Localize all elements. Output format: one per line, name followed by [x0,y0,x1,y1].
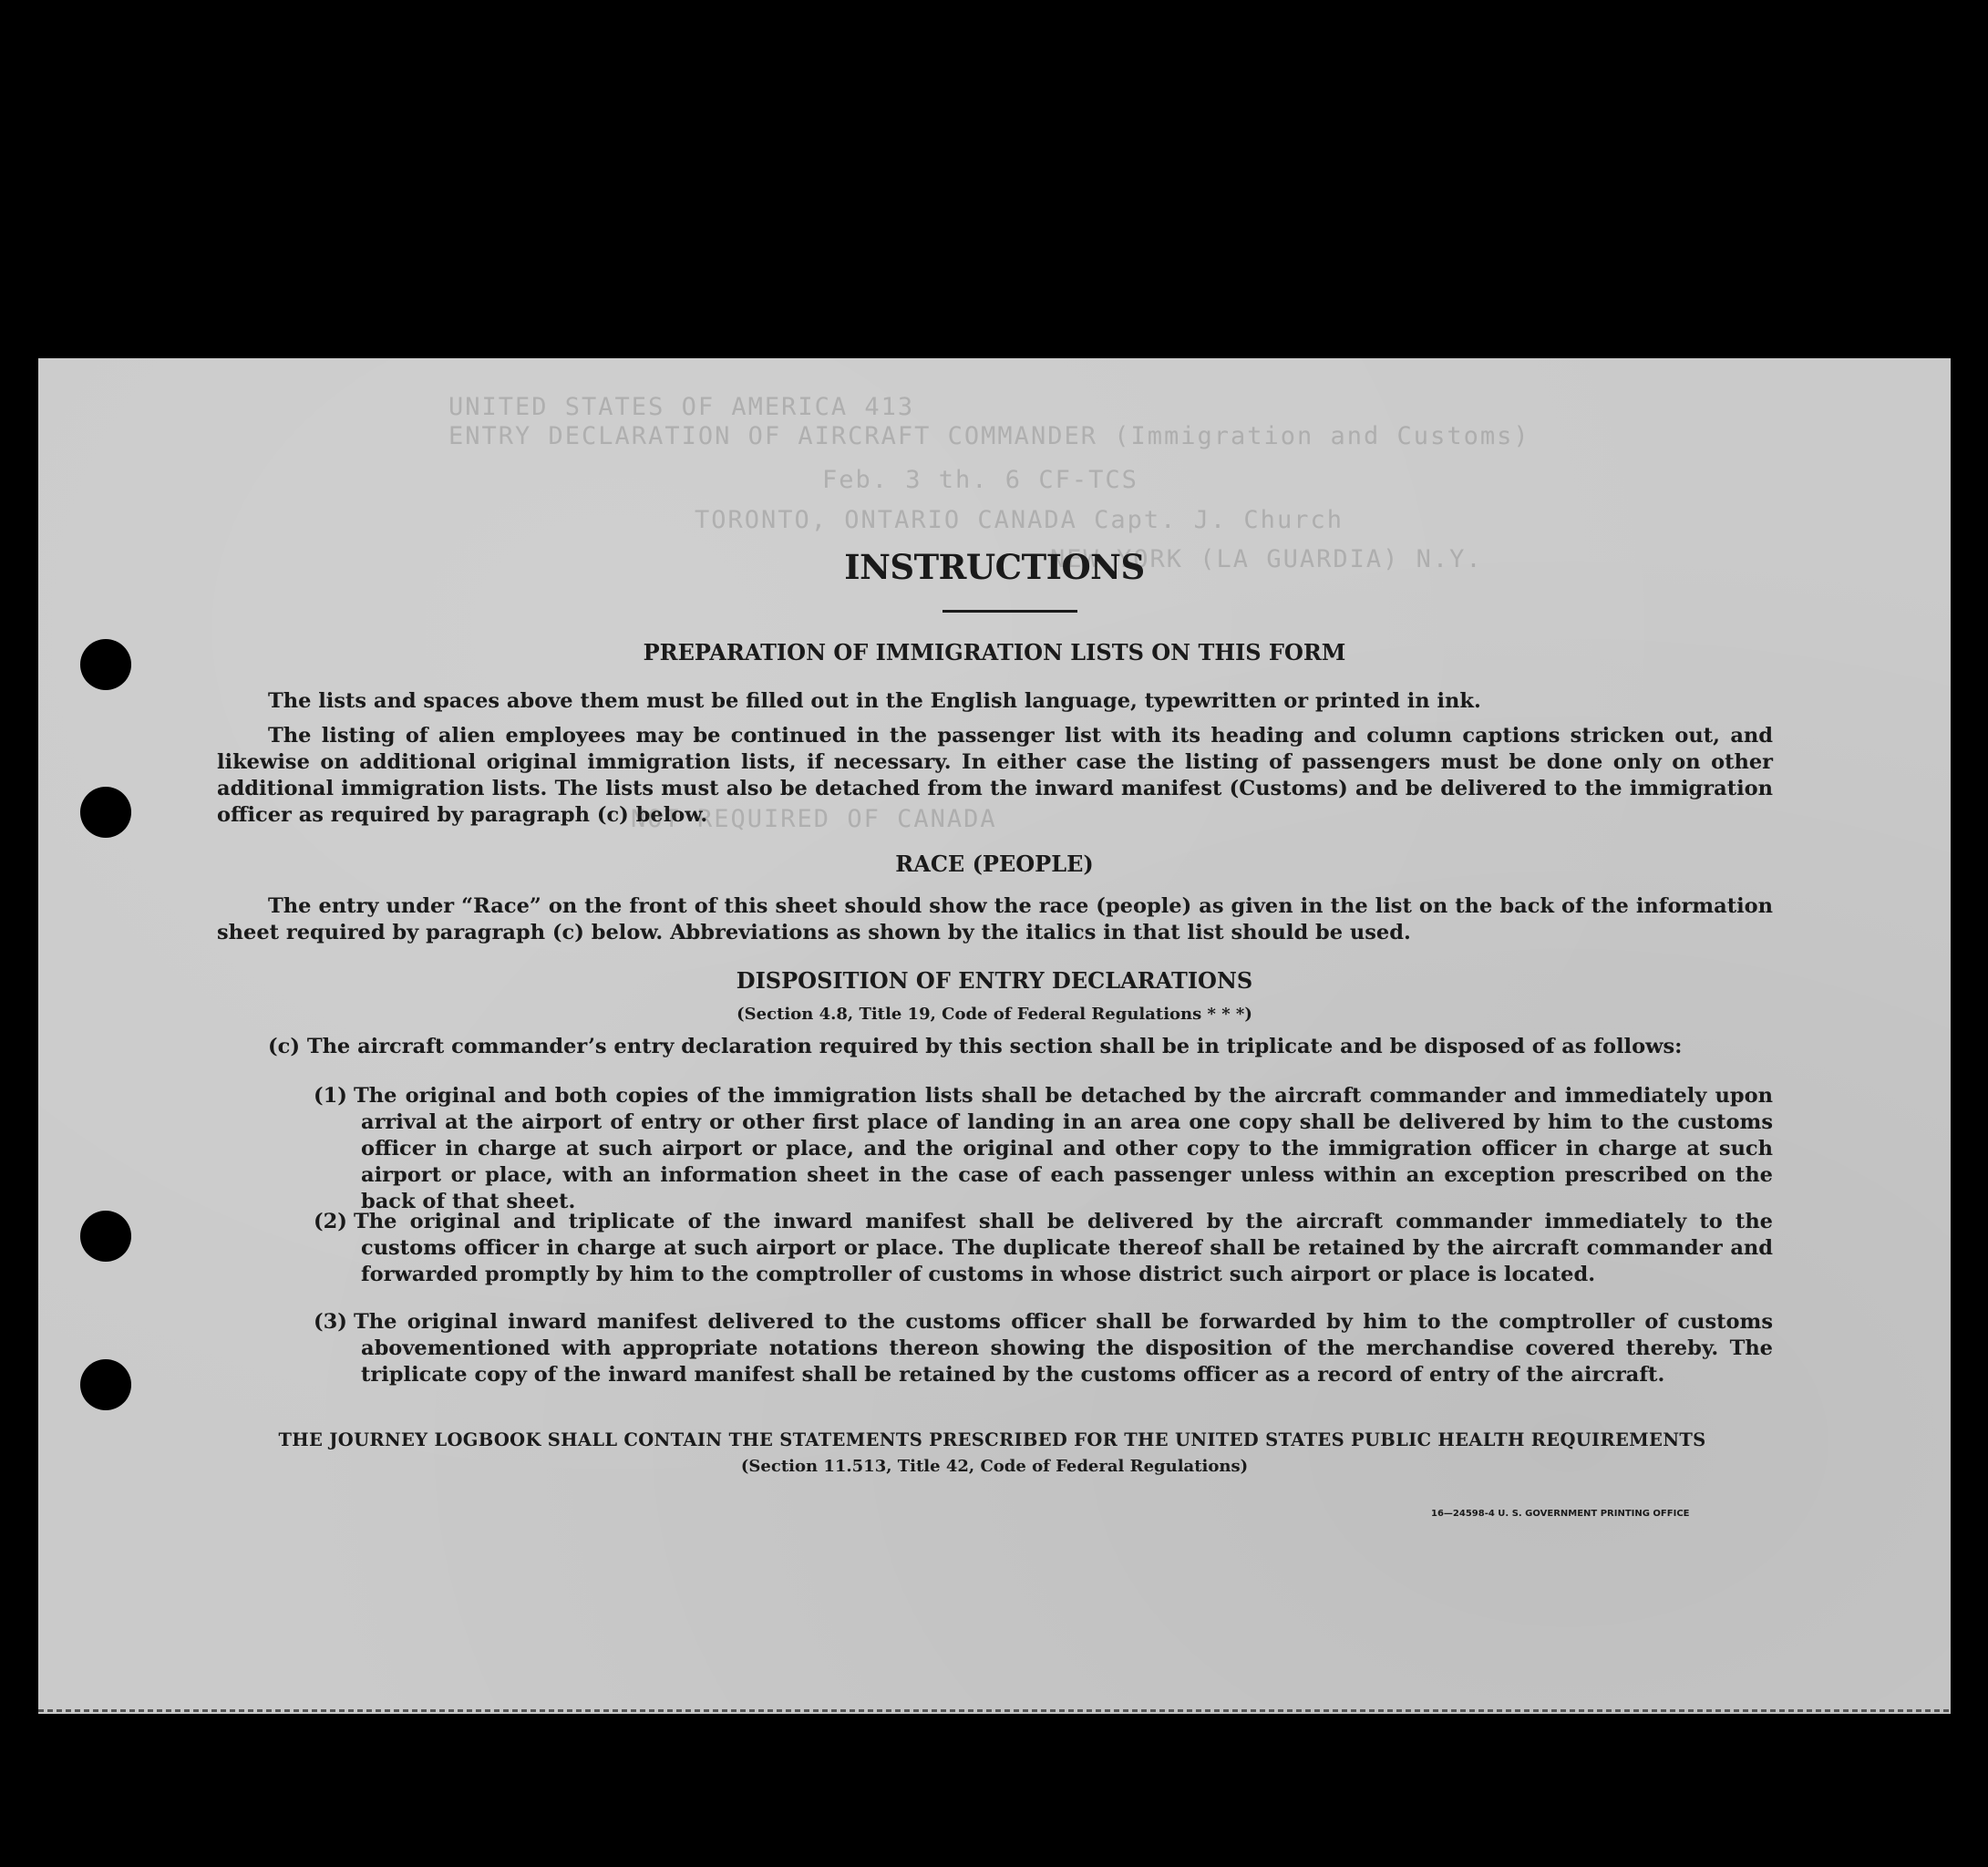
bleed-through-line: NEW YORK (LA GUARDIA) N.Y. [1050,545,1483,573]
section-citation: (Section 4.8, Title 19, Code of Federal Regulations * * *) [736,1005,1252,1024]
bleed-through-line: NOT REQUIRED OF CANADA [631,805,997,833]
paragraph-preparation-1: The lists and spaces above them must be filled out in the English language, typewritten or printed in ink. [268,689,1481,713]
paragraph-race: The entry under “Race” on the front of this sheet should show the race (people) as given in the list on the back of the information sheet required by paragraph (c) below. Abbreviations as shown by the italics in that list should be used. [217,894,1773,944]
punch-hole [80,787,131,838]
list-item [314,1209,1773,1288]
paragraph-preparation-2: The listing of alien employees may be continued in the passenger list with its heading and column captions stricken out, and likewise on additional original immigration lists, if necessary. In either case the listing of passengers must be done only on other additional immigration lists. The lists must also be detached from the inward manifest (Customs) and be delivered to the immigration officer as required by paragraph (c) below. [217,724,1773,827]
punch-hole [80,1359,131,1410]
bleed-through-line: UNITED STATES OF AMERICA 413 [448,393,915,421]
footer-citation: (Section 11.513, Title 42, Code of Federal Regulations) [740,1457,1249,1476]
list-item-number: (3) [314,1310,347,1334]
list-item-number: (1) [314,1084,347,1108]
footer-statement: THE JOURNEY LOGBOOK SHALL CONTAIN THE STATEMENTS PRESCRIBED FOR THE UNITED STATES PUBLIC HEALTH REQUIREMENTS [278,1429,1706,1450]
list-item-text: The original inward manifest delivered to the customs officer shall be forwarded by him to the comptroller of customs abovementioned with appropriate notations thereon showing the disposition of the merchandise covered thereby. The triplicate copy of the inward manifest shall be retained by the customs officer as a record of entry of the aircraft. [354,1310,1773,1387]
document-title: INSTRUCTIONS [844,547,1145,587]
list-item-text: The original and both copies of the immigration lists shall be detached by the aircraft commander and immediately upon arrival at the airport of entry or other first place of landing in an area one copy shall be delivered by him to the customs officer in charge at such airport or place, and the original and other copy to the immigration officer in charge at such airport or place, with an information sheet in the case of each passenger unless within an exception prescribed on the back of that sheet. [354,1084,1773,1213]
paragraph-c-intro: (c) The aircraft commander’s entry declaration required by this section shall be in triplicate and be disposed of as follows: [268,1035,1683,1058]
list-item-text: The original and triplicate of the inward manifest shall be delivered by the aircraft commander immediately to the customs officer in charge at such airport or place. The duplicate thereof shall be retained by the aircraft commander and forwarded promptly by him to the comptroller of customs in whose district such airport or place is located. [354,1210,1773,1286]
list-item [314,1083,1773,1215]
perforation-edge [38,1709,1951,1712]
punch-hole [80,1211,131,1262]
section-heading-race: RACE (PEOPLE) [895,851,1094,877]
bleed-through-line: ENTRY DECLARATION OF AIRCRAFT COMMANDER (Immigration and Customs) [448,422,1530,450]
bleed-through-line: TORONTO, ONTARIO CANADA Capt. J. Church [695,506,1344,534]
title-underline [942,610,1077,613]
section-heading-disposition: DISPOSITION OF ENTRY DECLARATIONS [736,967,1253,994]
list-item-number: (2) [314,1210,347,1233]
list-item [314,1309,1773,1388]
bleed-through-line: Feb. 3 th. 6 CF-TCS [822,466,1138,494]
document-sheet [38,358,1951,1714]
printer-mark: 16—24598-4 U. S. GOVERNMENT PRINTING OFFICE [1431,1509,1690,1519]
section-heading-preparation: PREPARATION OF IMMIGRATION LISTS ON THIS FORM [643,639,1346,665]
